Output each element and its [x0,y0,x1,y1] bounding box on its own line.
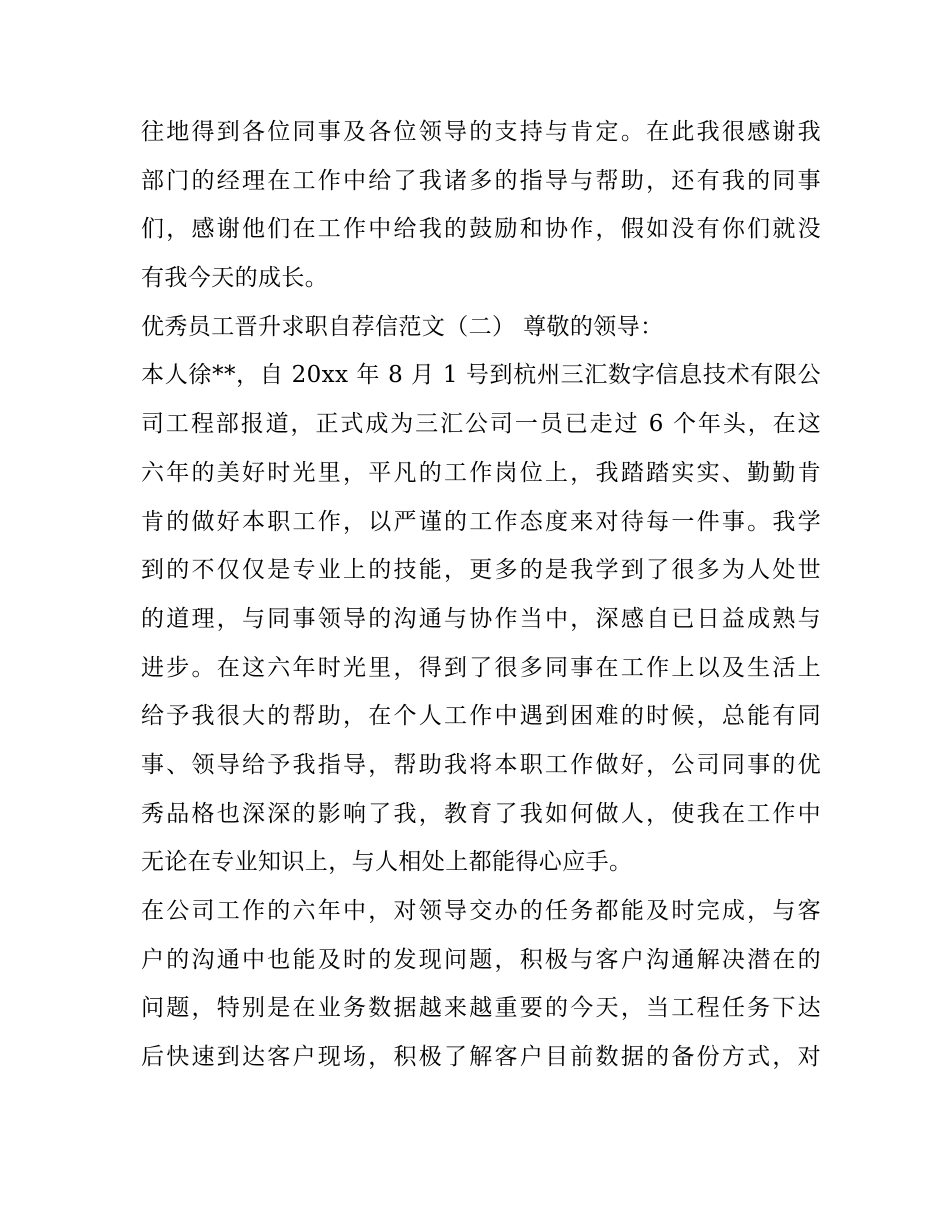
text-line: 部门的经理在工作中给了我诸多的指导与帮助，还有我的同事 [141,167,821,194]
text-line: 们，感谢他们在工作中给我的鼓励和协作，假如没有你们就没 [141,216,821,243]
body-text [141,108,821,1082]
text-line: 六年的美好时光里，平凡的工作岗位上，我踏踏实实、勤勤肯 [141,459,821,486]
section-heading-line: 优秀员工晋升求职自荐信范文（二） 尊敬的领导： [141,313,664,340]
text-line: 司工程部报道，正式成为三汇公司一员已走过 6 个年头，在这 [141,411,821,438]
text-line: 事、领导给予我指导，帮助我将本职工作做好，公司同事的优 [141,751,821,778]
text-line: 往地得到各位同事及各位领导的支持与肯定。在此我很感谢我 [141,119,821,145]
text-line: 在公司工作的六年中，对领导交办的任务都能及时完成，与客 [141,898,821,924]
text-line: 本人徐**，自 20xx 年 8 月 1 号到杭州三汇数字信息技术有限公 [141,362,821,389]
text-line: 有我今天的成长。 [141,265,329,292]
text-line: 给予我很大的帮助，在个人工作中遇到困难的时候，总能有同 [141,703,821,730]
text-line: 后快速到达客户现场，积极了解客户目前数据的备份方式，对 [141,1044,821,1071]
text-line: 的道理，与同事领导的沟通与协作当中，深感自已日益成熟与 [141,605,821,632]
text-line: 肯的做好本职工作，以严谨的工作态度来对待每一件事。我学 [141,508,821,535]
text-line: 进步。在这六年时光里，得到了很多同事在工作上以及生活上 [141,654,821,681]
text-line: 无论在专业知识上，与人相处上都能得心应手。 [141,849,633,876]
text-line: 户的沟通中也能及时的发现问题，积极与客户沟通解决潜在的 [141,946,821,973]
text-line: 秀品格也深深的影响了我，教育了我如何做人，使我在工作中 [141,800,821,827]
text-line: 到的不仅仅是专业上的技能，更多的是我学到了很多为人处世 [141,557,821,584]
text-line: 问题，特别是在业务数据越来越重要的今天，当工程任务下达 [141,995,821,1022]
